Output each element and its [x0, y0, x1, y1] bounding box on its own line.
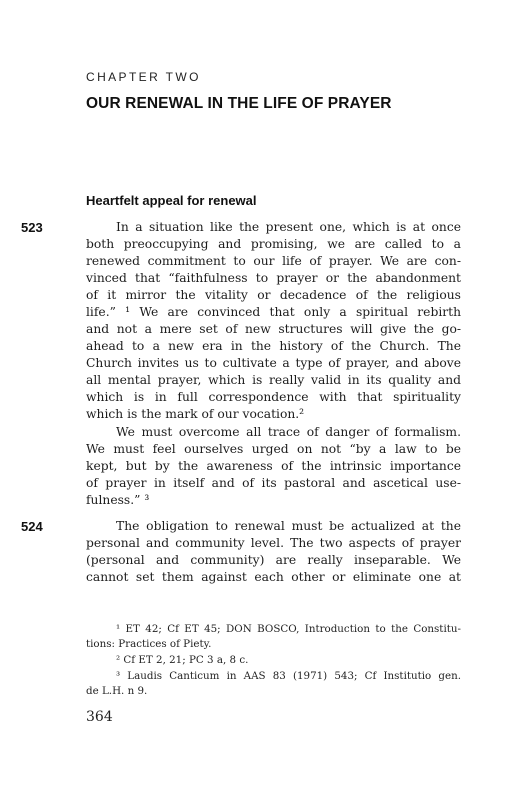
section-heading: Heartfelt appeal for renewal — [86, 193, 257, 208]
footnote-line: tions: Practices of Piety. — [86, 638, 212, 650]
body-line: The obligation to renewal must be actualized at the — [116, 519, 461, 533]
footnote-line: ¹ ET 42; Cf ET 45; DON BOSCO, Introduction to the Constitu- — [116, 623, 461, 635]
body-line: vinced that “faithfulness to prayer or the abandonment — [86, 271, 461, 285]
page-number: 364 — [86, 709, 113, 725]
body-line: kept, but by the awareness of the intrinsic importance — [86, 459, 461, 473]
footnote-line: ³ Laudis Canticum in AAS 83 (1971) 543; Cf Institutio gen. — [116, 670, 461, 682]
body-line: We must overcome all trace of danger of formalism. — [116, 425, 461, 439]
body-line: life.” ¹ We are convinced that only a spiritual rebirth — [86, 305, 461, 319]
paragraph-number-524: 524 — [21, 519, 43, 534]
body-line: ahead to a new era in the history of the Church. The — [86, 339, 461, 353]
body-line: personal and community level. The two aspects of prayer — [86, 536, 461, 550]
paragraph-number-523: 523 — [21, 220, 43, 235]
body-line: We must feel ourselves urged on not “by a law to be — [86, 442, 461, 456]
body-line: all mental prayer, which is really valid in its quality and — [86, 373, 461, 387]
body-line: and not a mere set of new structures will give the go- — [86, 322, 461, 336]
body-line: fulness.” ³ — [86, 493, 150, 507]
body-line: renewed commitment to our life of prayer. We are con- — [86, 254, 461, 268]
body-line: In a situation like the present one, which is at once — [116, 220, 461, 234]
chapter-title: OUR RENEWAL IN THE LIFE OF PRAYER — [86, 95, 392, 112]
body-line: of prayer in itself and of its pastoral and ascetical use- — [86, 476, 461, 490]
footnote-line: de L.H. n 9. — [86, 685, 148, 697]
body-line: which is the mark of our vocation.² — [86, 407, 305, 421]
body-line: cannot set them against each other or eliminate one at — [86, 570, 461, 584]
body-line: (personal and community) are really inseparable. We — [86, 553, 461, 567]
body-line: which is in full correspondence with that spirituality — [86, 390, 461, 404]
body-line: Church invites us to cultivate a type of prayer, and above — [86, 356, 461, 370]
body-line: of it mirror the vitality or decadence of the religious — [86, 288, 461, 302]
body-line: both preoccupying and promising, we are called to a — [86, 237, 461, 251]
footnote-line: ² Cf ET 2, 21; PC 3 a, 8 c. — [116, 654, 249, 666]
chapter-label: CHAPTER TWO — [86, 70, 201, 84]
